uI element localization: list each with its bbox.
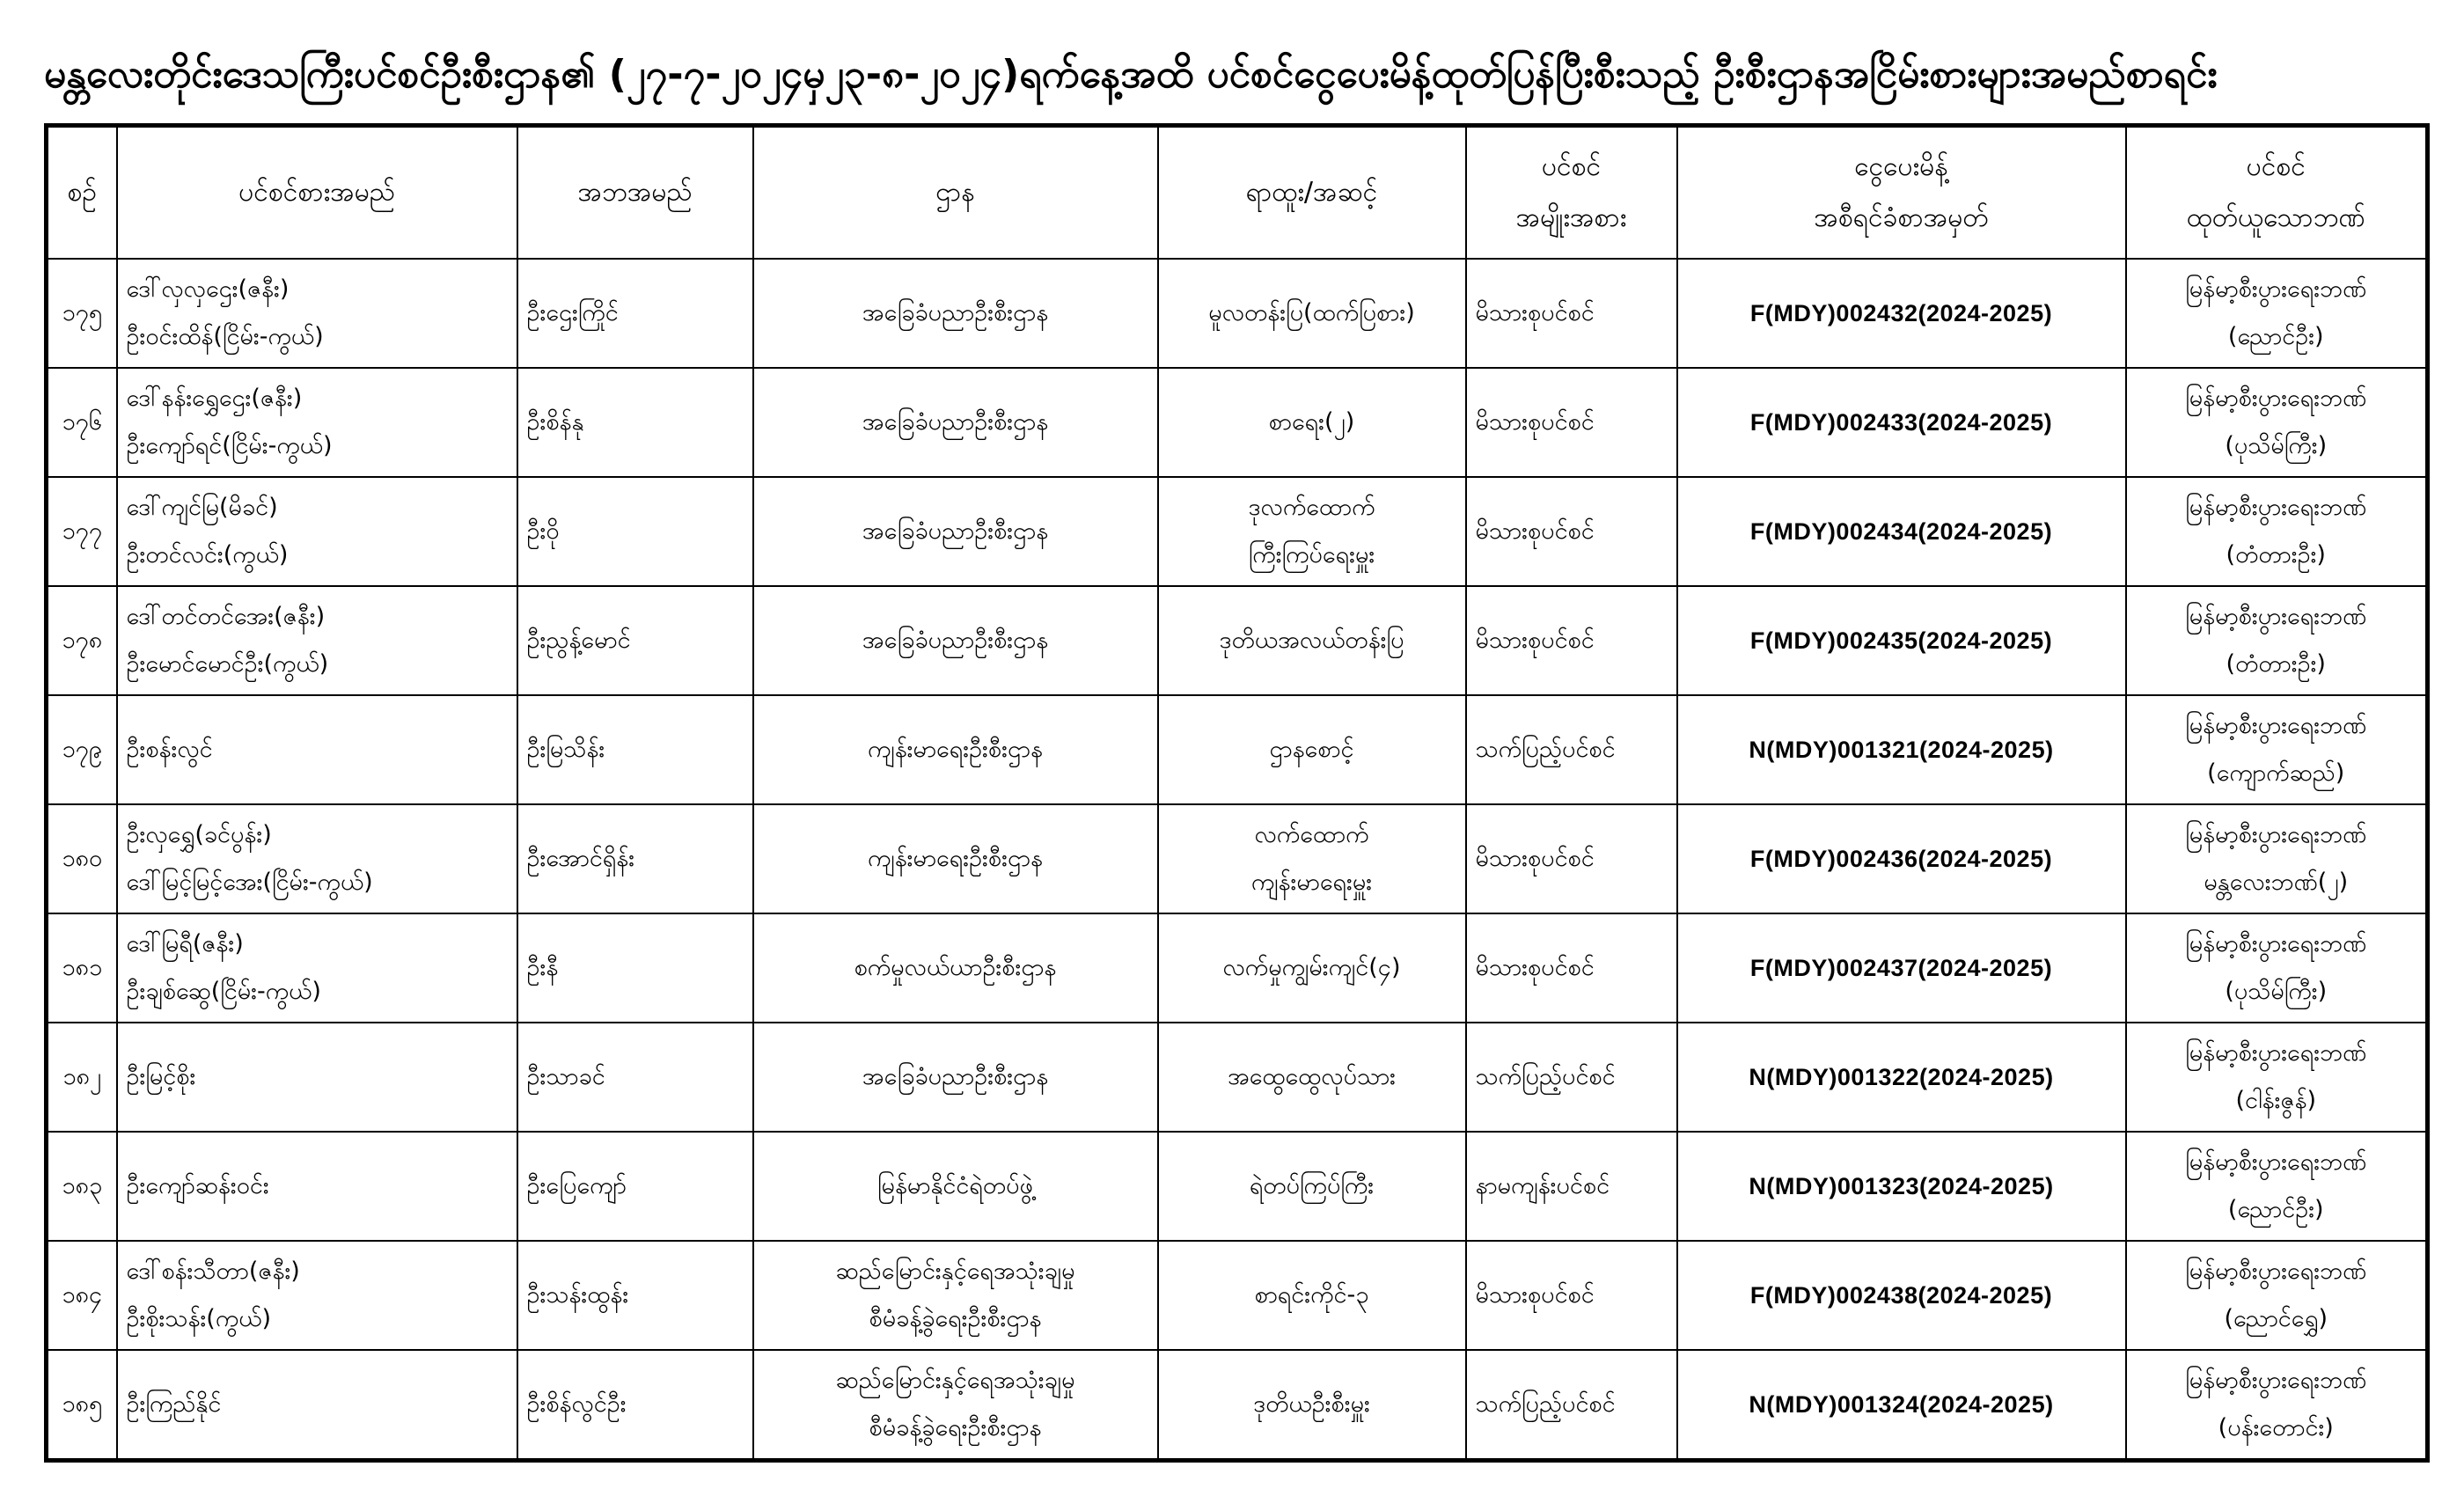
- department-cell: [753, 368, 1158, 477]
- table-body: [47, 259, 2428, 1461]
- pensioner-name-line: ဦးကျော်ဆန်းဝင်း: [126, 1172, 269, 1199]
- serial-no-cell: ၁၈၃: [47, 1132, 117, 1241]
- pension-type-cell: [1466, 259, 1677, 368]
- header-line: ပင်စင်: [2246, 151, 2306, 182]
- pensioner-name-line: ဒေါ်လှလှဌေး(ဇနီး): [126, 275, 290, 303]
- table-row: [47, 259, 2428, 368]
- father-name-line: ဦးစိန်နု: [526, 408, 584, 436]
- department-cell: [753, 1241, 1158, 1350]
- payment-order-no-cell: N(MDY)001322(2024-2025): [1677, 1023, 2126, 1132]
- table-row: [47, 1241, 2428, 1350]
- pension-type-cell: [1466, 1350, 1677, 1461]
- rank-cell: [1158, 804, 1466, 913]
- rank-line: လက်ထောက်: [1254, 821, 1369, 848]
- father-name-line: ဦးနီ: [526, 954, 559, 981]
- pension-type-line: မိသားစုပင်စင်: [1475, 1281, 1595, 1309]
- payment-order-no-cell: N(MDY)001321(2024-2025): [1677, 695, 2126, 804]
- rank-line: ဒုတိယအလယ်တန်းပြ: [1219, 627, 1404, 654]
- department-cell: [753, 586, 1158, 695]
- header-line: ဌာန: [935, 177, 975, 208]
- pensioner-name-cell: [117, 477, 517, 586]
- pensioner-name-line: ဦးလှရွှေ(ခင်ပွန်း): [126, 821, 272, 848]
- pension-type-cell: [1466, 913, 1677, 1023]
- payment-order-no-cell: F(MDY)002436(2024-2025): [1677, 804, 2126, 913]
- header-disbursing-bank: [2126, 126, 2428, 260]
- header-line: ငွေပေးမိန့်: [1854, 151, 1948, 182]
- rank-line: ဒုတိယဦးစီးမှူး: [1253, 1390, 1370, 1418]
- father-name-cell: [517, 477, 753, 586]
- table-row: [47, 368, 2428, 477]
- header-payment-order-no: [1677, 126, 2126, 260]
- father-name-line: ဦးအောင်ရှိန်း: [526, 845, 635, 872]
- pensioner-name-line: ဒေါ်ကျင်မြ(မိခင်): [126, 494, 278, 521]
- father-name-line: ဦးဌေးကြိုင်: [526, 299, 619, 326]
- pension-type-cell: [1466, 1132, 1677, 1241]
- father-name-cell: [517, 804, 753, 913]
- father-name-cell: [517, 1023, 753, 1132]
- father-name-line: ဦးပြေကျော်: [526, 1172, 627, 1199]
- rank-cell: [1158, 1132, 1466, 1241]
- table-row: [47, 477, 2428, 586]
- payment-order-no-cell: F(MDY)002433(2024-2025): [1677, 368, 2126, 477]
- pensioner-name-line: ဒေါ်စန်းသီတာ(ဇနီး): [126, 1258, 300, 1285]
- payment-order-no-cell: N(MDY)001323(2024-2025): [1677, 1132, 2126, 1241]
- disbursing-bank-cell: [2126, 1350, 2428, 1461]
- pension-type-line: မိသားစုပင်စင်: [1475, 517, 1595, 545]
- father-name-line: ဦးသန်းထွန်း: [526, 1281, 629, 1309]
- table-row: [47, 1023, 2428, 1132]
- department-line: အခြေခံပညာဦးစီးဌာန: [862, 1063, 1049, 1090]
- rank-line: ကြီးကြပ်ရေးမှူး: [1248, 541, 1375, 568]
- table-row: [47, 804, 2428, 913]
- department-cell: [753, 1350, 1158, 1461]
- father-name-cell: [517, 1132, 753, 1241]
- department-line: မြန်မာနိုင်ငံရဲတပ်ဖွဲ့: [877, 1172, 1033, 1199]
- disbursing-bank-line: မန္တလေးဘဏ်(၂): [2204, 869, 2349, 896]
- rank-cell: [1158, 913, 1466, 1023]
- disbursing-bank-line: မြန်မာ့စီးပွားရေးဘဏ်: [2185, 930, 2367, 957]
- table-row: [47, 1132, 2428, 1241]
- disbursing-bank-line: မြန်မာ့စီးပွားရေးဘဏ်: [2185, 275, 2367, 303]
- pensioner-name-line: ဦးမြင့်စိုး: [126, 1063, 196, 1090]
- pensioner-name-line: ဦးစိုးသန်း(ကွယ်): [126, 1305, 272, 1332]
- rank-cell: [1158, 1241, 1466, 1350]
- disbursing-bank-line: မြန်မာ့စီးပွားရေးဘဏ်: [2185, 821, 2367, 848]
- pensioner-name-line: ဦးတင်လင်း(ကွယ်): [126, 541, 289, 568]
- department-line: ဆည်မြောင်းနှင့်ရေအသုံးချမှု: [835, 1367, 1075, 1394]
- pensioner-name-cell: [117, 1023, 517, 1132]
- disbursing-bank-line: မြန်မာ့စီးပွားရေးဘဏ်: [2185, 1258, 2367, 1285]
- pensioner-name-cell: [117, 586, 517, 695]
- department-cell: [753, 913, 1158, 1023]
- rank-cell: [1158, 1023, 1466, 1132]
- header-pensioner-name: [117, 126, 517, 260]
- father-name-cell: [517, 695, 753, 804]
- father-name-line: ဦးသာခင်: [526, 1063, 605, 1090]
- pension-type-line: မိသားစုပင်စင်: [1475, 408, 1595, 436]
- father-name-cell: [517, 913, 753, 1023]
- disbursing-bank-cell: [2126, 1132, 2428, 1241]
- pension-type-cell: [1466, 804, 1677, 913]
- disbursing-bank-line: မြန်မာ့စီးပွားရေးဘဏ်: [2185, 385, 2367, 412]
- header-pension-type: [1466, 126, 1677, 260]
- pensioner-name-line: ဦးမောင်မောင်ဦး(ကွယ်): [126, 650, 329, 678]
- pensioner-name-line: ဦးစန်းလွင်: [126, 736, 213, 763]
- disbursing-bank-line: (တံတားဦး): [2226, 541, 2326, 568]
- disbursing-bank-line: (ညောင်ဦး): [2227, 1196, 2324, 1223]
- department-line: အခြေခံပညာဦးစီးဌာန: [862, 408, 1049, 436]
- disbursing-bank-cell: [2126, 259, 2428, 368]
- rank-cell: [1158, 259, 1466, 368]
- rank-cell: [1158, 695, 1466, 804]
- department-line: အခြေခံပညာဦးစီးဌာန: [862, 299, 1049, 326]
- serial-no-cell: ၁၈၅: [47, 1350, 117, 1461]
- father-name-cell: [517, 259, 753, 368]
- serial-no-cell: ၁၈၁: [47, 913, 117, 1023]
- department-line: အခြေခံပညာဦးစီးဌာန: [862, 517, 1049, 545]
- pensioner-name-cell: [117, 1132, 517, 1241]
- serial-no-cell: ၁၇၉: [47, 695, 117, 804]
- serial-no-cell: ၁၇၆: [47, 368, 117, 477]
- rank-line: ဒုလက်ထောက်: [1248, 494, 1375, 521]
- rank-line: စာရေး(၂): [1268, 408, 1355, 436]
- pension-type-line: သက်ပြည့်ပင်စင်: [1475, 1063, 1616, 1090]
- pensioner-name-line: ဦးချစ်ဆွေ(ငြိမ်း-ကွယ်): [126, 978, 321, 1005]
- pensioner-name-cell: [117, 695, 517, 804]
- pensioner-name-line: ဒေါ်နန်းရွှေဌေး(ဇနီး): [126, 385, 303, 412]
- payment-order-no-cell: N(MDY)001324(2024-2025): [1677, 1350, 2126, 1461]
- pensioner-name-line: ဒေါ်မြရီ(ဇနီး): [126, 930, 244, 957]
- disbursing-bank-cell: [2126, 368, 2428, 477]
- department-cell: [753, 695, 1158, 804]
- department-cell: [753, 1132, 1158, 1241]
- rank-line: လက်မှုကျွမ်းကျင်(၄): [1222, 954, 1401, 981]
- disbursing-bank-line: မြန်မာ့စီးပွားရေးဘဏ်: [2185, 603, 2367, 630]
- disbursing-bank-line: မြန်မာ့စီးပွားရေးဘဏ်: [2185, 1367, 2367, 1394]
- rank-cell: [1158, 368, 1466, 477]
- pensioner-name-cell: [117, 1241, 517, 1350]
- rank-line: ဌာနစောင့်: [1269, 736, 1354, 763]
- pensioner-name-cell: [117, 259, 517, 368]
- father-name-line: ဦးညွန့်မောင်: [526, 627, 631, 654]
- serial-no-cell: ၁၇၅: [47, 259, 117, 368]
- rank-cell: [1158, 1350, 1466, 1461]
- disbursing-bank-cell: [2126, 477, 2428, 586]
- header-father-name: [517, 126, 753, 260]
- department-line: အခြေခံပညာဦးစီးဌာန: [862, 627, 1049, 654]
- serial-no-cell: ၁၈၀: [47, 804, 117, 913]
- pension-type-cell: [1466, 695, 1677, 804]
- table-row: [47, 586, 2428, 695]
- payment-order-no-cell: F(MDY)002435(2024-2025): [1677, 586, 2126, 695]
- father-name-cell: [517, 1241, 753, 1350]
- payment-order-no-cell: F(MDY)002432(2024-2025): [1677, 259, 2126, 368]
- header-line: အမျိုးအစား: [1515, 202, 1627, 233]
- header-serial-no: [47, 126, 117, 260]
- rank-cell: [1158, 477, 1466, 586]
- disbursing-bank-line: မြန်မာ့စီးပွားရေးဘဏ်: [2185, 1148, 2367, 1176]
- father-name-cell: [517, 586, 753, 695]
- disbursing-bank-line: (ငါန်းဇွန်): [2235, 1087, 2317, 1114]
- pension-type-cell: [1466, 1023, 1677, 1132]
- pensioner-name-cell: [117, 368, 517, 477]
- disbursing-bank-line: (ညောင်ဦး): [2227, 323, 2324, 350]
- payment-order-no-cell: F(MDY)002438(2024-2025): [1677, 1241, 2126, 1350]
- header-line: ပင်စင်စားအမည်: [238, 177, 395, 208]
- pensioner-name-line: ဦးကျော်ရင်(ငြိမ်း-ကွယ်): [126, 432, 333, 459]
- serial-no-cell: ၁၈၂: [47, 1023, 117, 1132]
- rank-line: စာရင်းကိုင်-၃: [1254, 1281, 1369, 1309]
- header-line: စဉ်: [67, 177, 97, 208]
- father-name-cell: [517, 1350, 753, 1461]
- disbursing-bank-line: (ညောင်ရွှေ): [2224, 1305, 2328, 1332]
- pensioner-name-line: ဒေါ်တင်တင်အေး(ဇနီး): [126, 603, 326, 630]
- department-line: စီမံခန့်ခွဲရေးဦးစီးဌာန: [869, 1414, 1042, 1441]
- header-line: ပင်စင်: [1541, 151, 1602, 182]
- pension-type-line: မိသားစုပင်စင်: [1475, 627, 1595, 654]
- header-line: ထုတ်ယူသောဘဏ်: [2186, 202, 2365, 233]
- department-line: ကျန်းမာရေးဦးစီးဌာန: [868, 845, 1043, 872]
- pension-type-line: သက်ပြည့်ပင်စင်: [1475, 736, 1616, 763]
- department-line: ကျန်းမာရေးဦးစီးဌာန: [868, 736, 1043, 763]
- pensioner-name-cell: [117, 804, 517, 913]
- pension-type-cell: [1466, 477, 1677, 586]
- rank-line: အထွေထွေလုပ်သား: [1227, 1063, 1397, 1090]
- payment-order-no-cell: F(MDY)002434(2024-2025): [1677, 477, 2126, 586]
- disbursing-bank-line: (ပုသိမ်ကြီး): [2225, 432, 2328, 459]
- father-name-line: ဦးမြသိန်း: [526, 736, 605, 763]
- pension-type-line: နာမကျန်းပင်စင်: [1475, 1172, 1610, 1199]
- disbursing-bank-line: (ကျောက်ဆည်): [2207, 759, 2345, 787]
- pension-list-table: [44, 123, 2430, 1463]
- disbursing-bank-cell: [2126, 695, 2428, 804]
- pension-type-line: သက်ပြည့်ပင်စင်: [1475, 1390, 1616, 1418]
- pension-type-cell: [1466, 586, 1677, 695]
- pension-type-cell: [1466, 368, 1677, 477]
- rank-line: မူလတန်းပြ(ထက်ပြစား): [1208, 299, 1415, 326]
- header-line: ရာထူး/အဆင့်: [1245, 177, 1378, 208]
- serial-no-cell: ၁၇၈: [47, 586, 117, 695]
- header-line: အစီရင်ခံစာအမှတ်: [1814, 202, 1989, 233]
- disbursing-bank-cell: [2126, 804, 2428, 913]
- pension-type-line: မိသားစုပင်စင်: [1475, 845, 1595, 872]
- pension-type-cell: [1466, 1241, 1677, 1350]
- department-cell: [753, 804, 1158, 913]
- father-name-line: ဦးဝို: [526, 517, 560, 545]
- disbursing-bank-line: မြန်မာ့စီးပွားရေးဘဏ်: [2185, 494, 2367, 521]
- header-line: အဘအမည်: [577, 177, 693, 208]
- disbursing-bank-line: (ပုသိမ်ကြီး): [2225, 978, 2328, 1005]
- father-name-line: ဦးစိန်လွင်ဦး: [526, 1390, 627, 1418]
- department-line: ဆည်မြောင်းနှင့်ရေအသုံးချမှု: [835, 1258, 1075, 1285]
- pensioner-name-line: ဦးကြည်နိုင်: [126, 1390, 222, 1418]
- father-name-cell: [517, 368, 753, 477]
- header-rank: [1158, 126, 1466, 260]
- department-cell: [753, 259, 1158, 368]
- pension-type-line: မိသားစုပင်စင်: [1475, 954, 1595, 981]
- disbursing-bank-cell: [2126, 1241, 2428, 1350]
- department-cell: [753, 477, 1158, 586]
- rank-line: ရဲတပ်ကြပ်ကြီး: [1249, 1172, 1375, 1199]
- serial-no-cell: ၁၇၇: [47, 477, 117, 586]
- department-cell: [753, 1023, 1158, 1132]
- disbursing-bank-line: (ပန်းတောင်း): [2218, 1414, 2334, 1441]
- department-line: စက်မှုလယ်ယာဦးစီးဌာန: [854, 954, 1057, 981]
- pensioner-name-cell: [117, 913, 517, 1023]
- table-row: [47, 1350, 2428, 1461]
- pensioner-name-cell: [117, 1350, 517, 1461]
- pensioner-name-line: ဒေါ်မြင့်မြင့်အေး(ငြိမ်း-ကွယ်): [126, 869, 373, 896]
- pensioner-name-line: ဦးဝင်းထိန်(ငြိမ်း-ကွယ်): [126, 323, 324, 350]
- disbursing-bank-line: မြန်မာ့စီးပွားရေးဘဏ်: [2185, 1039, 2367, 1067]
- department-line: စီမံခန့်ခွဲရေးဦးစီးဌာန: [869, 1305, 1042, 1332]
- document-title: မန္တလေးတိုင်းဒေသကြီးပင်စင်ဦးစီးဌာန၏ (၂၇-၇-၂၀၂၄မှ၂၃-၈-၂၀၂၄)ရက်နေ့အထိ ပင်စင်ငွေပေးမိန့်ထုတ်ပြန်ပြီးစီးသည့် ဦးစီးဌာနအငြိမ်းစားများအမည်စာရင်း: [44, 52, 2218, 97]
- disbursing-bank-cell: [2126, 913, 2428, 1023]
- disbursing-bank-cell: [2126, 586, 2428, 695]
- table-row: [47, 913, 2428, 1023]
- serial-no-cell: ၁၈၄: [47, 1241, 117, 1350]
- disbursing-bank-line: မြန်မာ့စီးပွားရေးဘဏ်: [2185, 712, 2367, 739]
- table-row: [47, 695, 2428, 804]
- table-header-row: [47, 126, 2428, 260]
- rank-cell: [1158, 586, 1466, 695]
- pension-type-line: မိသားစုပင်စင်: [1475, 299, 1595, 326]
- payment-order-no-cell: F(MDY)002437(2024-2025): [1677, 913, 2126, 1023]
- header-department: [753, 126, 1158, 260]
- rank-line: ကျန်းမာရေးမှူး: [1250, 869, 1373, 896]
- disbursing-bank-cell: [2126, 1023, 2428, 1132]
- disbursing-bank-line: (တံတားဦး): [2226, 650, 2326, 678]
